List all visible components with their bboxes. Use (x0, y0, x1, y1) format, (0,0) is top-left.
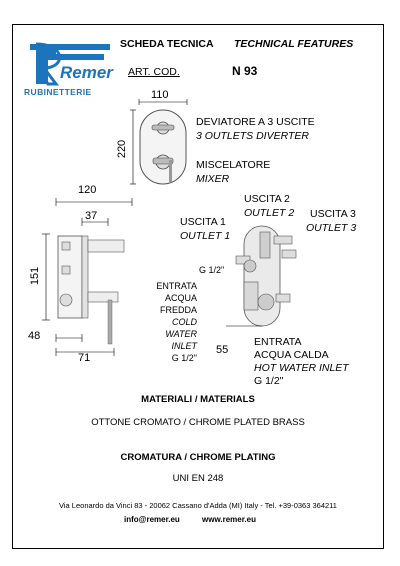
remer-logo (26, 38, 114, 88)
materials-value: OTTONE CROMATO / CHROME PLATED BRASS (91, 417, 305, 428)
outlet2-label-en: OUTLET 2 (244, 207, 295, 219)
side-dim-71: 71 (78, 352, 91, 364)
cold-inlet-thread: G 1/2" (171, 353, 197, 363)
cold-inlet-it-2: ACQUA (164, 293, 197, 303)
materials-heading: MATERIALI / MATERIALS (141, 394, 255, 405)
outlet-thread-label: G 1/2" (199, 265, 225, 275)
side-dim-48: 48 (28, 330, 41, 342)
iso-dim-55: 55 (216, 344, 229, 356)
cold-inlet-en-3: INLET (171, 341, 197, 351)
front-height-dim: 220 (116, 139, 129, 159)
cold-inlet-en-2: WATER (165, 329, 197, 339)
mixer-label-it: MISCELATORE (196, 159, 271, 171)
diverter-label-it: DEVIATORE A 3 USCITE (196, 116, 315, 128)
diverter-label-en: 3 OUTLETS DIVERTER (196, 130, 309, 142)
hot-inlet-it-2: ACQUA CALDA (254, 349, 329, 361)
outlet1-label-en: OUTLET 1 (180, 230, 231, 242)
cold-inlet-en-1: COLD (171, 317, 197, 327)
article-code-value: N 93 (232, 64, 258, 78)
isometric-view-drawing (222, 222, 312, 342)
footer-email[interactable]: info@remer.eu (124, 515, 180, 524)
title-italian: SCHEDA TECNICA (120, 38, 214, 50)
front-view-drawing (125, 98, 195, 190)
logo-subtitle: RUBINETTERIE (24, 87, 92, 97)
outlet1-label-it: USCITA 1 (180, 216, 226, 228)
outlet3-label-it: USCITA 3 (310, 208, 356, 220)
cold-inlet-it-3: FREDDA (159, 305, 197, 315)
plating-value: UNI EN 248 (172, 473, 224, 484)
footer-website[interactable]: www.remer.eu (202, 515, 256, 524)
hot-inlet-it-1: ENTRATA (254, 336, 302, 348)
side-dim-151: 151 (29, 266, 42, 286)
hot-inlet-en: HOT WATER INLET (254, 362, 349, 374)
logo-word-text: Remer (60, 63, 113, 82)
side-dim-120: 120 (78, 184, 97, 196)
title-english: TECHNICAL FEATURES (234, 38, 354, 50)
mixer-label-en: MIXER (196, 173, 230, 185)
front-width-dim: 110 (151, 89, 169, 101)
hot-inlet-thread: G 1/2" (254, 375, 284, 387)
footer-address: Via Leonardo da Vinci 83 - 20062 Cassano d'Adda (MI) Italy - Tel. +39-0363 364211 (59, 501, 337, 510)
plating-heading: CROMATURA / CHROME PLATING (120, 452, 276, 463)
article-code-label: ART. COD. (128, 66, 180, 78)
outlet2-label-it: USCITA 2 (244, 193, 290, 205)
side-dim-37: 37 (85, 210, 98, 222)
cold-inlet-it-1: ENTRATA (156, 281, 197, 291)
outlet3-label-en: OUTLET 3 (306, 222, 357, 234)
